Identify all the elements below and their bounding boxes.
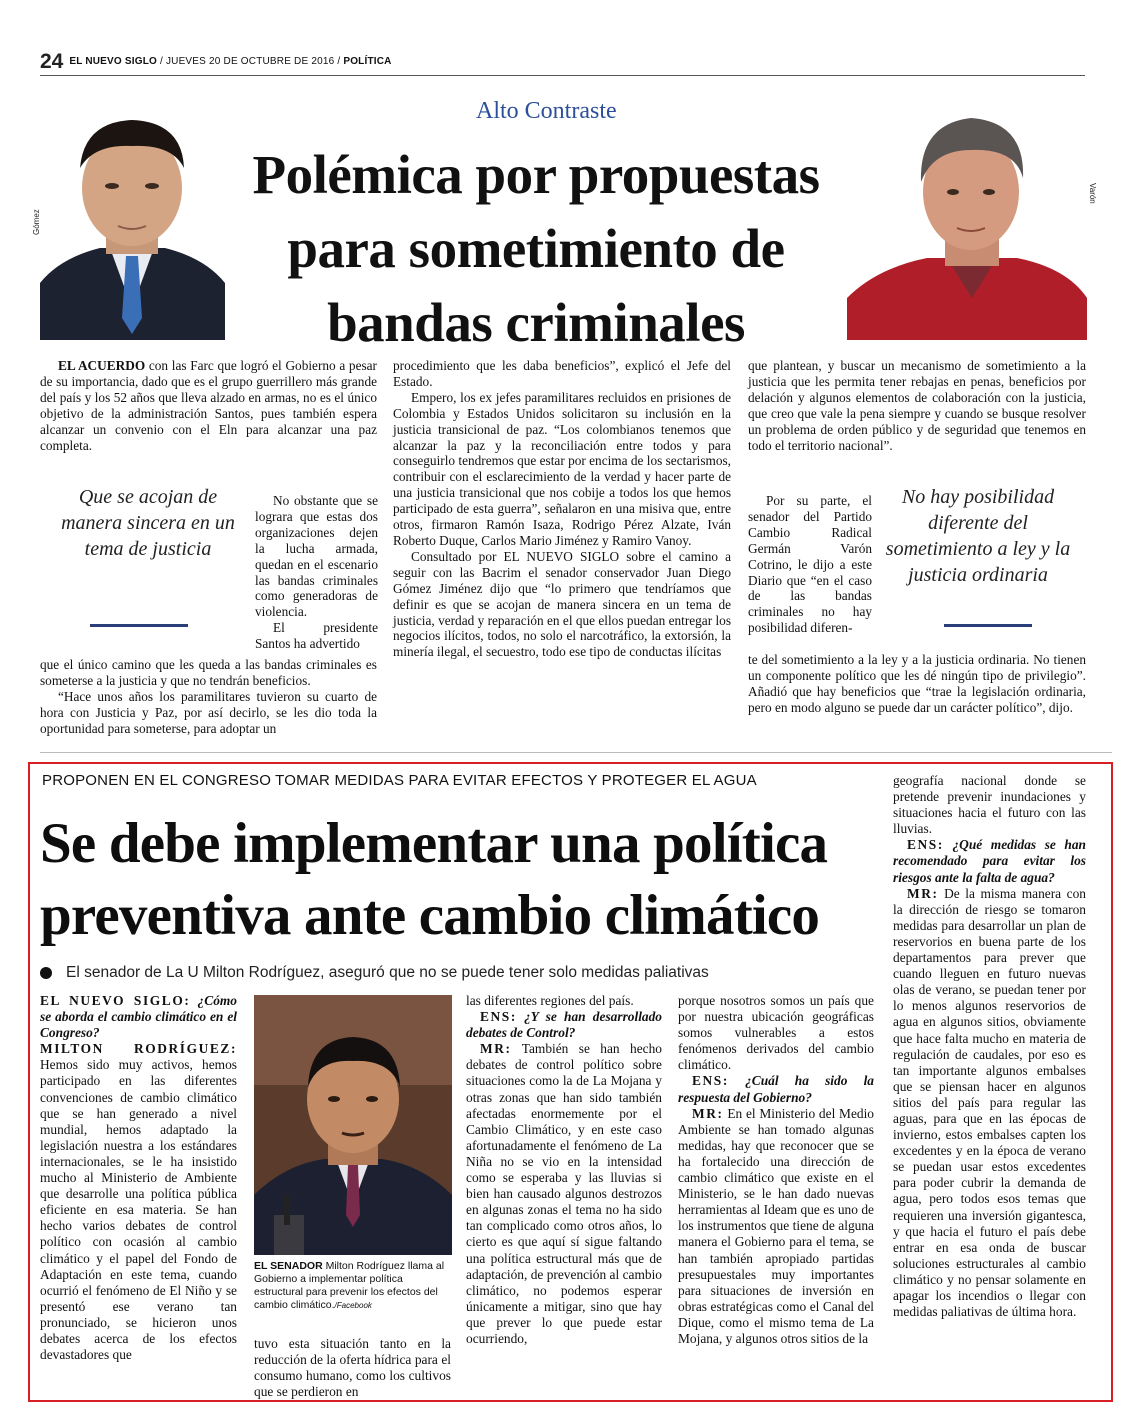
top-column-1-bottom: [40, 657, 377, 737]
interview-column-1: [40, 993, 237, 1363]
bullet-icon: [40, 967, 52, 979]
paragraph: geografía nacional donde se pretende prevenir inundaciones y situaciones hacia el futuro con las lluvias.: [893, 773, 1086, 837]
pullquote-rule: [90, 624, 188, 627]
speaker-label: ENS:: [907, 837, 944, 853]
answer: [466, 1041, 662, 1347]
interview-column-2: [466, 993, 662, 1347]
answer-text: Hemos sido muy activos, hemos participado en las diferentes convenciones de cambio climático que se han generado a nivel mundial, hemos adaptado la legislación nuestra a los estándares internacionales, se le ha insistido mucho al Ministerio de Ambiente que desarrolle una política pública eficiente en esa materia. Se han hecho varios debates de control político con ocasión al cambio climático y el papel del Fondo de Adaptación en este tema, cuando ocurrió el fenómeno de El Niño y se presentó ese verano tan pronunciado, se hicieron unos debates acerca de los efectos devastadores que: [40, 1057, 237, 1363]
paragraph: te del sometimiento a la ley y a la justicia ordinaria. No tienen un componente político que les dé ningún tipo de privilegio”. Añadió que hay beneficios que “trae la legislación ordinaria, pero en modo alguno se puede dar un carácter político”, dijo.: [748, 652, 1086, 715]
senator-photo-caption: [254, 1260, 452, 1312]
section-kicker: Alto Contraste: [476, 98, 617, 124]
caption-text: Milton Rodríguez llama al Gobierno a implementar política estructural para prevenir los efectos del cambio climático.: [254, 1260, 445, 1311]
question-text: ¿Cuál ha sido la respuesta del Gobierno?: [678, 1073, 874, 1105]
caption-lead: EL SENADOR: [254, 1260, 323, 1272]
page-number: 24: [40, 49, 64, 73]
bottom-kicker: PROPONEN EN EL CONGRESO TOMAR MEDIDAS PARA EVITAR EFECTOS Y PROTEGER EL AGUA: [42, 772, 757, 789]
top-column-1-inset: [255, 493, 378, 652]
speaker-label: MR:: [480, 1041, 512, 1057]
question: [40, 993, 237, 1041]
paragraph: las diferentes regiones del país.: [466, 993, 634, 1008]
pullquote-rule: [944, 624, 1032, 627]
speaker-label: ENS:: [692, 1073, 729, 1089]
speaker-label: EL NUEVO SIGLO:: [40, 993, 191, 1008]
publication-name: EL NUEVO SIGLO: [69, 56, 157, 67]
answer-text: De la misma manera con la dirección de riesgo se tomaron medidas para desarrollar un plan de reservorios en buena parte de los departamentos para prever que cuando lleguen en futuro nuevas olas de verano, se puedan tener por lo menos algunos reservorios de agua en algunos sitios, obviamente que hace falta mucho en materia de regulación de caudales, por eso es tan importante algunos embalses que se piensan hacer en algunos sitios del país para regular las aguas, para que en las épocas de invierno, estos embalses capten los excedentes y en la época de verano se puedan usar estos excedentes para poder cubrir la demanda de agua, pero todos esos temas que requieren una inversión gigantesca, y que hacia el futuro el país debe entrar en esa onda de buscar soluciones estructurales al cambio climático y no pensar solamente en apagar los incendios o llegar con medidas paliativas de última hora.: [893, 885, 1086, 1320]
paragraph: Empero, los ex jefes paramilitares recluidos en prisiones de Colombia y Estados Unidos solicitaron su inclusión en la justicia transicional de paz. “Los colombianos tenemos que alcanzar la paz y la reconciliación entre todos y para conseguirlo tendremos que estar por encima de los sectarismos, contribuir con el esclarecimiento de la verdad y hacer parte de una justicia transicional que nos cobije a todos los que hemos participado de esta guerra”, señalaron en una misiva que, entre otros, firmaron Ramón Isaza, Rodrigo Pérez Alzate, Iván Roberto Duque, Carlos Mario Jiménez y Ramiro Vanoy.: [393, 389, 731, 548]
question: [678, 1073, 874, 1105]
issue-date: / JUEVES 20 DE OCTUBRE DE 2016 /: [159, 56, 341, 67]
paragraph: “Hace unos años los paramilitares tuvieron su cuarto de hora con Justicia y Paz, por así decirlo, se les dio toda la oportunidad para someterse, para adoptar un: [40, 688, 377, 736]
gomez-photo: [40, 108, 225, 340]
question: [893, 837, 1086, 885]
answer-text: En el Ministerio del Medio Ambiente se han tomado algunas medidas, hay que reconocer que se ha fortalecido una dirección de cambio climático que existe en el Ministerio, se le han dado nuevas herramientas al Ideam que es uno de los instrumentos que tiene de alguna manera el Gobierno para el tema, se han también apropiado partidas presupuestales muy importantes para situaciones de inversión en obras estratégicas como el Canal del Dique, como el mismo tema de La Mojana, y algunos otros sitios de la: [678, 1105, 874, 1346]
photo-credit: /Facebook: [334, 1301, 372, 1310]
bottom-headline: Se debe implementar una política preventiva ante cambio climático: [40, 812, 828, 947]
paragraph: porque nosotros somos un país que por nuestra ubicación geográficas somos vulnerables a estos fenómenos derivados del cambio climático.: [678, 993, 874, 1073]
top-headline: Polémica por propuestas para sometimiento de bandas criminales: [252, 144, 820, 353]
page-header: [40, 48, 1085, 76]
paragraph: No obstante que se lograra que estas dos organizaciones dejen la lucha armada, quedan en el escenario las bandas criminales como generadoras de violencia.: [255, 493, 378, 620]
paragraph: [40, 358, 377, 453]
paragraph: Por su parte, el senador del Partido Cambio Radical Germán Varón Cotrino, le dijo a este Diario que “en el caso de las bandas criminales no hay posibilidad diferen-: [748, 493, 872, 636]
answer: [40, 1041, 237, 1363]
deck: [40, 964, 709, 982]
interview-column-3: [678, 993, 874, 1347]
top-column-2: [393, 358, 731, 660]
top-column-3-bottom: [748, 652, 1086, 716]
publication-line: [69, 56, 391, 67]
section-name: POLÍTICA: [343, 56, 392, 67]
paragraph: El presidente Santos ha advertido: [255, 620, 378, 652]
interview-column-4: [893, 773, 1086, 1320]
answer: [893, 886, 1086, 1321]
paragraph: que el único camino que les queda a las bandas criminales es someterse a la justicia y que no tendrán beneficios.: [40, 657, 377, 688]
paragraph: procedimiento que les daba beneficios”, explicó el Jefe del Estado.: [393, 358, 731, 389]
varon-photo: [847, 108, 1087, 340]
article-divider: [40, 752, 1112, 753]
speaker-label: MR:: [692, 1105, 724, 1121]
answer: [678, 1106, 874, 1347]
lead-word: EL ACUERDO: [58, 358, 146, 373]
top-column-3: [748, 358, 1086, 453]
pullquote-right: No hay posibilidad diferente del sometimiento a ley y la justicia ordinaria: [885, 486, 1071, 586]
speaker-label: ENS:: [480, 1009, 517, 1025]
top-column-3-inset: [748, 493, 872, 636]
deck-text: El senador de La U Milton Rodríguez, aseguró que no se puede tener solo medidas paliativas: [66, 964, 709, 981]
answer-text: También se han hecho debates de control político sobre situaciones como la de La Mojana y otras zonas que han sido también afectadas enormemente por el Cambio Climático, y en este caso afortunadamente el fenómeno de La Niña no se vio en la intensidad como se esperaba y las lluvias si bien han causado algunos destrozos en algunas zonas el tema no ha sido tan complicado como otros años, lo cierto es que aquí sí sigue faltando una política estructural más que de adaptación, de prevención al cambio climático, no podemos esperar únicamente a mitigar, sino que hay que prever lo que puede estar ocurriendo,: [466, 1041, 662, 1346]
question: [466, 1009, 662, 1041]
paragraph: Consultado por EL NUEVO SIGLO sobre el camino a seguir con las Bacrim el senador conservador Juan Diego Gómez Jiménez dijo que “lo primero que tendríamos que definir es que se acojan de manera sincera en un tema de justicia, verdad y reparación en el que ellos puedan entregar los negocios ilícitos, todos, no solo el narcotráfico, la extorsión, la minería ilegal, el secuestro, todo ese tipo de conductas ilícitas: [393, 548, 731, 660]
paragraph: que plantean, y buscar un mecanismo de sometimiento a la justicia que les permita tener rebajas en penas, beneficios por delación y algunos elementos de colaboración con la justicia, que creo que vale la pena siempre y cuando se busque resolver un problema de orden público y de seguridad que tenemos en todo el territorio nacional”.: [748, 358, 1086, 453]
speaker-label: MILTON RODRÍGUEZ:: [40, 1041, 237, 1057]
question-text: ¿Y se han desarrollado debates de Control?: [466, 1009, 662, 1041]
top-column-1: [40, 358, 377, 453]
pullquote-left: Que se acojan de manera sincera en un tema de justicia: [61, 486, 235, 560]
varon-photo-caption: Varón: [1088, 183, 1097, 204]
question-text: ¿Cómo se aborda el cambio climático en el Congreso?: [40, 993, 237, 1041]
interview-column-1-continued: [254, 1336, 451, 1400]
senator-photo: [254, 995, 452, 1255]
speaker-label: MR:: [907, 885, 939, 901]
question-text: ¿Qué medidas se han recomendado para evitar los riesgos ante la falta de agua?: [893, 837, 1086, 885]
paragraph-text: con las Farc que logró el Gobierno a pesar de su importancia, dado que es el grupo guerrillero más grande del país y los 52 años que lleva alzado en armas, no es el único objetivo de la administración Santos, pues también espera alcanzar un convenio con el Eln para alcanzar una paz completa.: [40, 358, 377, 453]
paragraph: tuvo esta situación tanto en la reducción de la oferta hídrica para el consumo humano, como los cultivos que se perdieron en: [254, 1336, 451, 1400]
gomez-photo-caption: Gómez: [32, 209, 41, 235]
